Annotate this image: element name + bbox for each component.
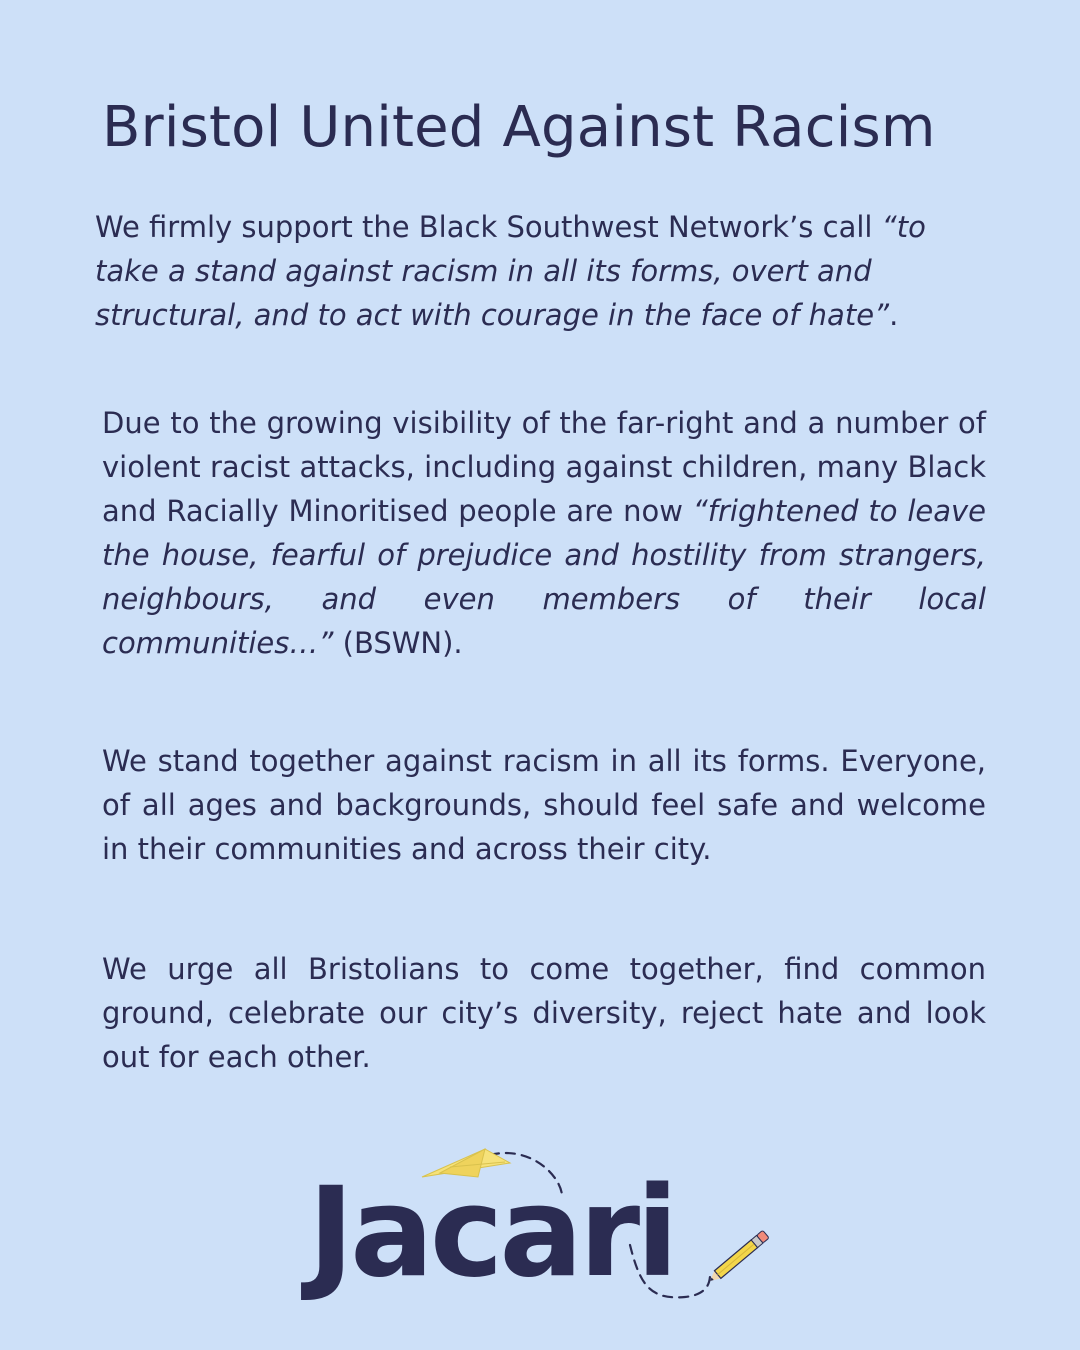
paragraph-context (102, 401, 986, 665)
paragraph-text: . (889, 298, 899, 332)
quote-text: “frightened to leave the house, fearful of prejudice and hostility from strangers, neighbours, and even members of their local communities…” (102, 494, 986, 660)
pencil-icon (707, 1230, 769, 1285)
quote-text: “to take a stand against racism in all its forms, overt and structural, and to act with courage in the face of hate” (95, 210, 926, 332)
paragraph-text: Due to the growing visibility of the far-right and a number of violent racist attacks, including against children, many Black and Racially Minoritised people are now (102, 406, 986, 528)
paragraph-call-to-action: We urge all Bristolians to come together, find common ground, celebrate our city’s diversity, reject hate and look out for each other. (102, 952, 986, 1074)
paragraph-stand-together: We stand together against racism in all its forms. Everyone, of all ages and backgrounds, should feel safe and welcome in their communities and across their city. (102, 744, 986, 866)
jacari-logo (300, 1135, 790, 1315)
paragraph-text: We firmly support the Black Southwest Network’s call (95, 210, 882, 244)
paragraph-support-statement (95, 205, 975, 337)
page-title: Bristol United Against Racism (102, 95, 936, 160)
paragraph-text: (BSWN). (333, 626, 463, 660)
logo-wordmark: Jacari (308, 1161, 675, 1305)
